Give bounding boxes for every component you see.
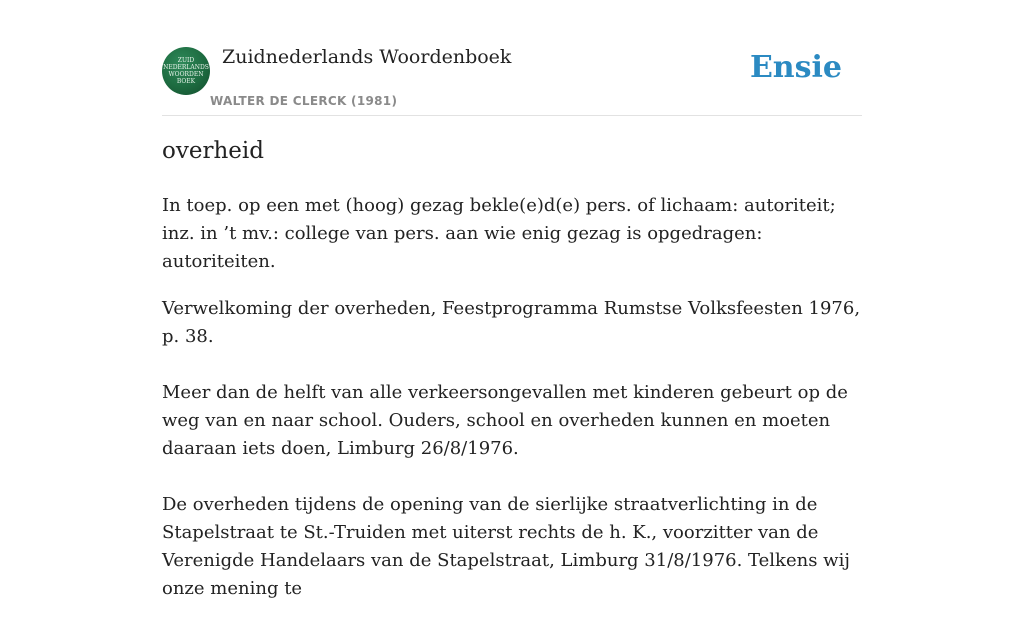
book-author: WALTER DE CLERCK (1981) xyxy=(210,94,398,108)
headword: overheid xyxy=(162,138,264,164)
logo-line: ZUID xyxy=(177,57,195,64)
book-title[interactable]: Zuidnederlands Woordenboek xyxy=(222,46,512,68)
definition: In toep. op een met (hoog) gezag bekle(e)d(e) pers. of lichaam: autoriteit; inz. in ’t mv.: college van pers. aan wie enig gezag is opgedragen: autoriteiten. xyxy=(162,195,836,272)
entry-body xyxy=(162,192,862,631)
header xyxy=(162,0,862,116)
logo-line: NEDERLANDS xyxy=(163,64,209,71)
content-column xyxy=(162,0,862,599)
logo-line: BOEK xyxy=(176,78,196,85)
citation: Verwelkoming der overheden, Feestprogramma Rumstse Volksfeesten 1976, p. 38. xyxy=(162,298,861,347)
book-logo-icon[interactable] xyxy=(162,47,210,95)
citation: De overheden tijdens de opening van de sierlijke straatverlichting in de Stapelstraat te St.-Truiden met uiterst rechts de h. K., voorzitter van de Verenigde Handelaars van de Stapelstraat, Limburg 31/8/1976. Telkens wij onze mening te xyxy=(162,494,850,599)
citation: Meer dan de helft van alle verkeersongevallen met kinderen gebeurt op de weg van en naar school. Ouders, school en overheden kunnen en moeten daaraan iets doen, Limburg 26/8/1976. xyxy=(162,382,848,459)
logo-line: WOORDEN xyxy=(168,71,204,78)
brand-logo-link[interactable]: Ensie xyxy=(749,50,842,85)
